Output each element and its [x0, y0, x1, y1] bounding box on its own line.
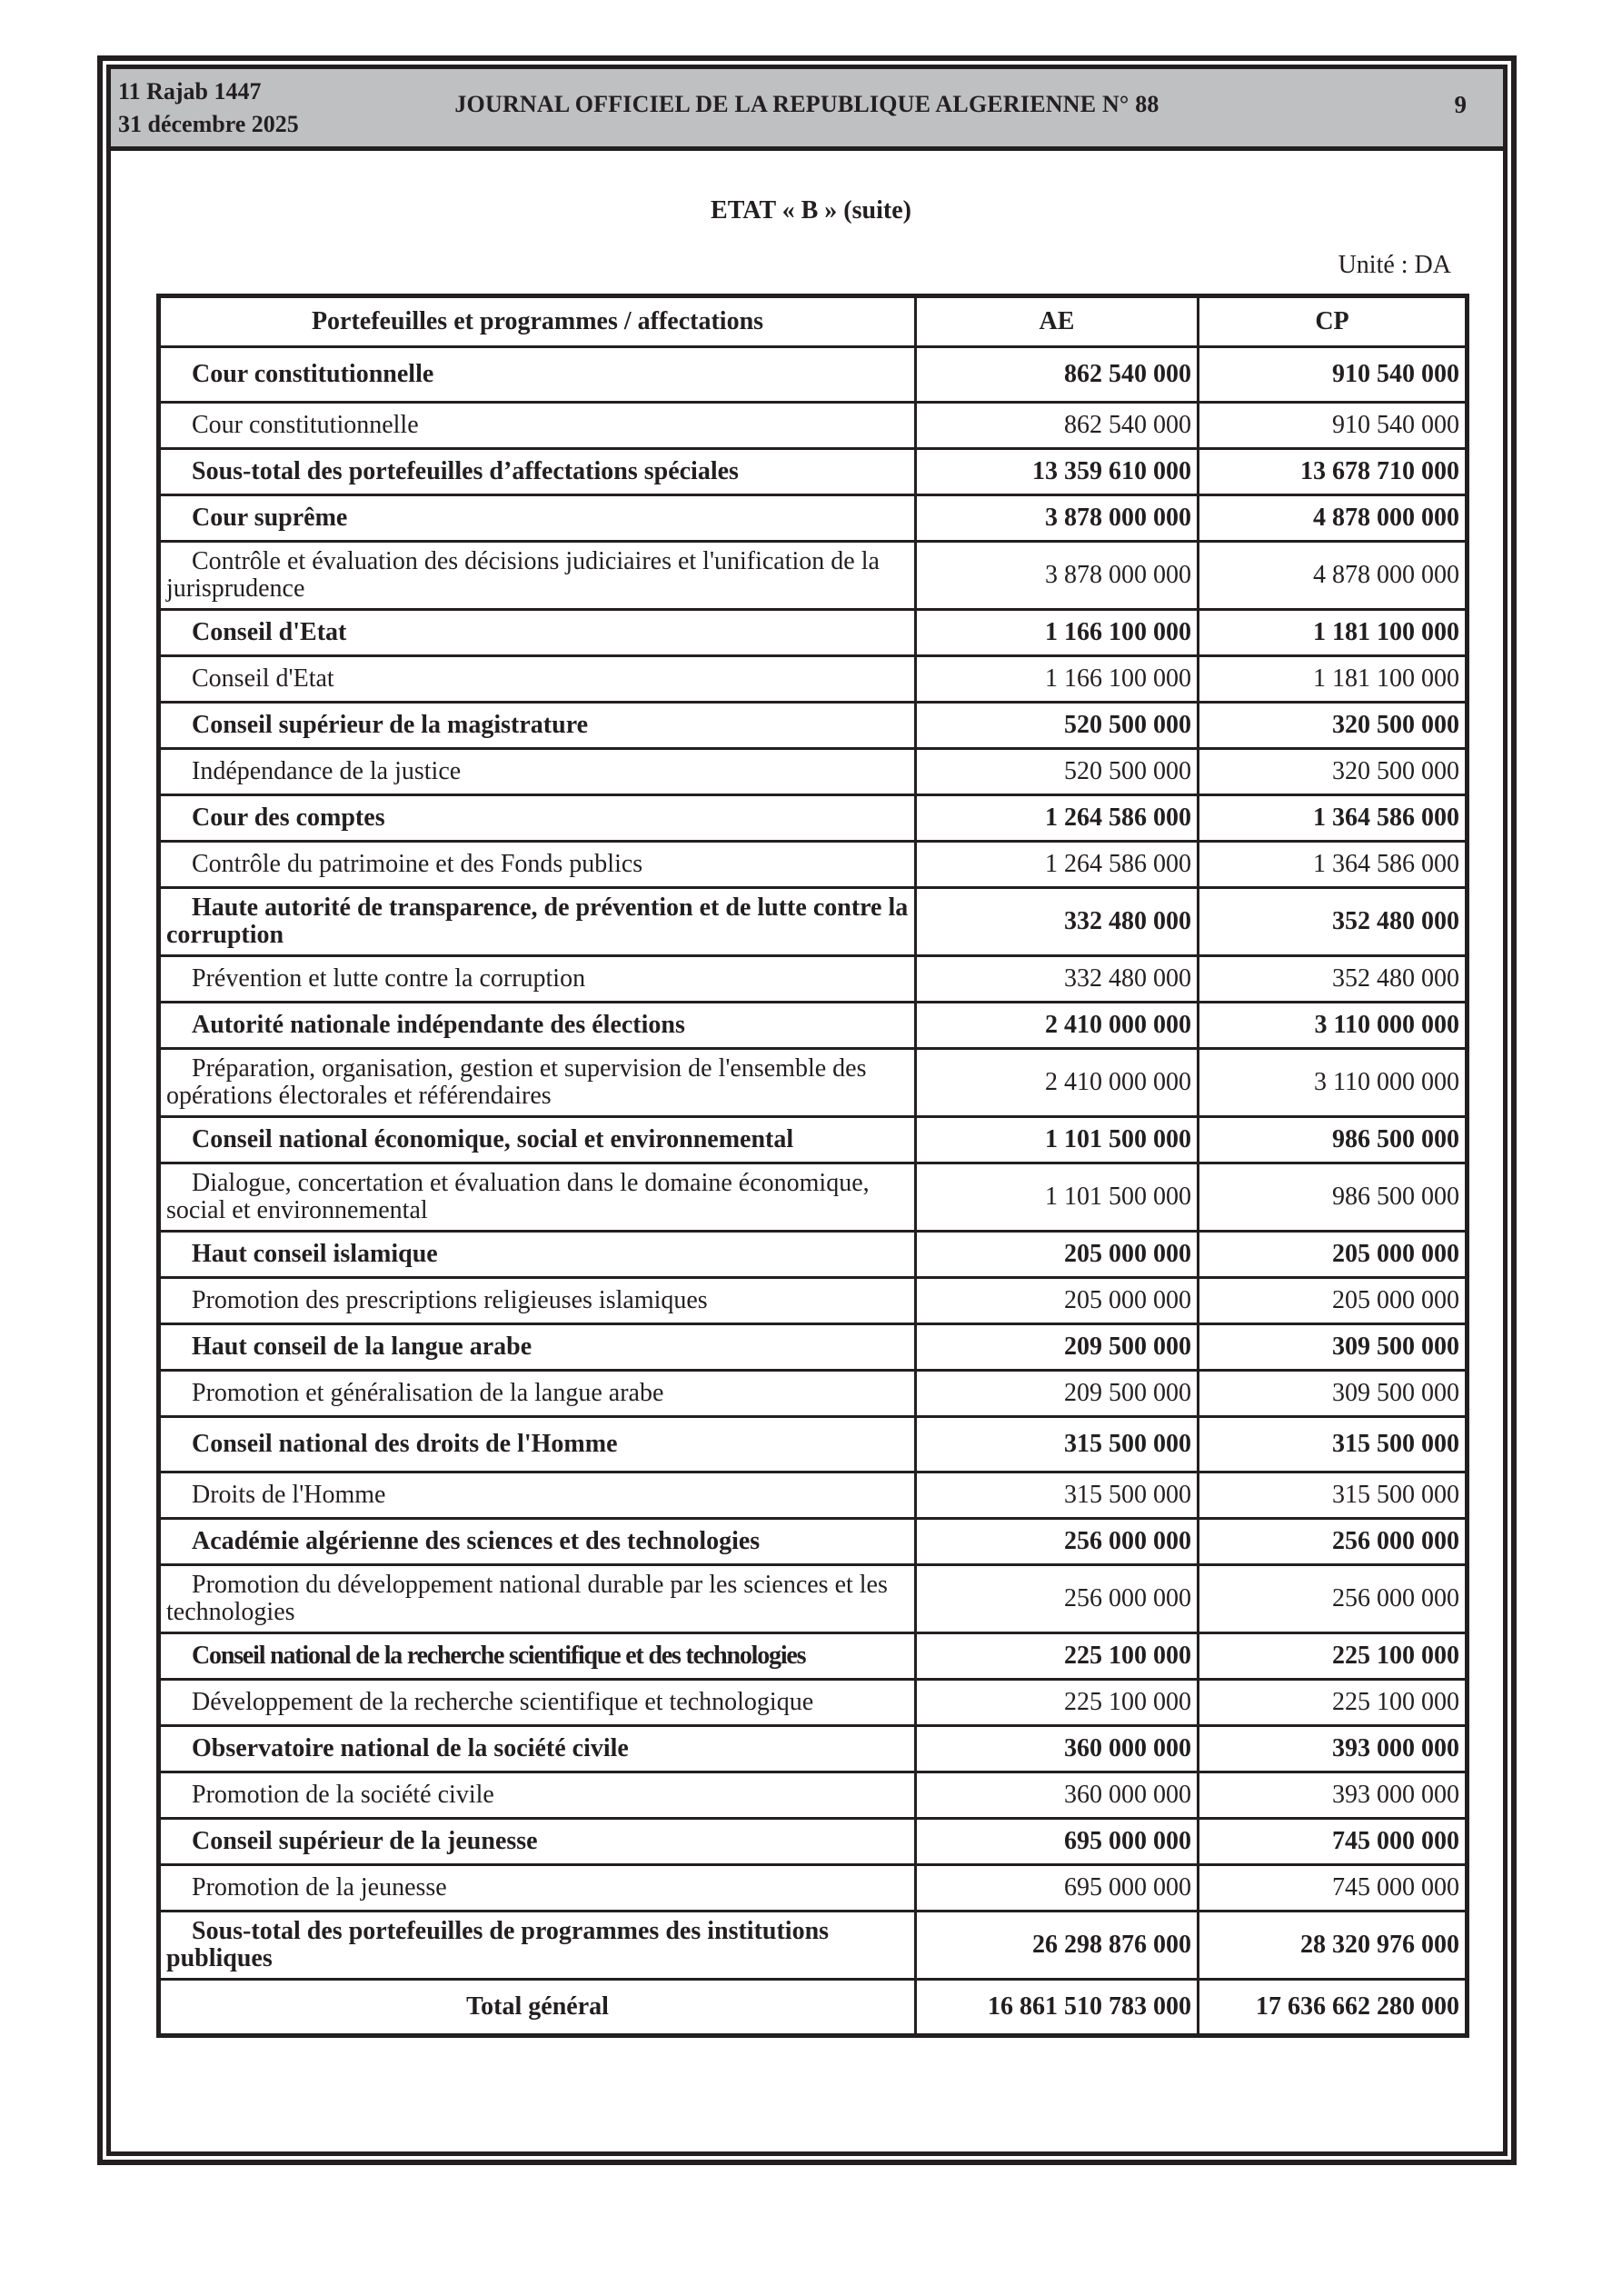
row-cp: 393 000 000 [1199, 1772, 1468, 1819]
row-ae: 1 166 100 000 [916, 610, 1199, 656]
row-label: Haut conseil islamique [159, 1232, 916, 1278]
row-label: Conseil supérieur de la jeunesse [159, 1819, 916, 1865]
table-row [159, 1472, 1468, 1519]
row-ae: 26 298 876 000 [916, 1912, 1199, 1980]
table-row [159, 1417, 1468, 1472]
row-label: Haute autorité de transparence, de prévention et de lutte contre la corruption [159, 888, 916, 956]
row-cp: 3 110 000 000 [1199, 1003, 1468, 1049]
row-ae: 205 000 000 [916, 1232, 1199, 1278]
row-ae: 13 359 610 000 [916, 449, 1199, 495]
row-label: Promotion de la société civile [159, 1772, 916, 1819]
row-ae: 695 000 000 [916, 1819, 1199, 1865]
row-cp: 352 480 000 [1199, 888, 1468, 956]
row-label: Droits de l'Homme [159, 1472, 916, 1519]
table-row [159, 1633, 1468, 1680]
table-row [159, 542, 1468, 610]
row-label: Promotion des prescriptions religieuses islamiques [159, 1278, 916, 1324]
row-ae: 256 000 000 [916, 1565, 1199, 1633]
row-label: Académie algérienne des sciences et des technologies [159, 1519, 916, 1565]
column-header-affectations: Portefeuilles et programmes / affectations [159, 296, 916, 347]
row-cp: 4 878 000 000 [1199, 495, 1468, 542]
row-cp: 315 500 000 [1199, 1417, 1468, 1472]
row-ae: 209 500 000 [916, 1371, 1199, 1417]
table-row [159, 1232, 1468, 1278]
row-cp: 910 540 000 [1199, 403, 1468, 449]
row-cp: 393 000 000 [1199, 1726, 1468, 1772]
row-cp: 205 000 000 [1199, 1232, 1468, 1278]
table-row [159, 347, 1468, 403]
table-row [159, 1278, 1468, 1324]
table-row [159, 1726, 1468, 1772]
grand-total-row [159, 1980, 1468, 2036]
row-cp: 745 000 000 [1199, 1819, 1468, 1865]
row-label: Dialogue, concertation et évaluation dans le domaine économique, social et environnemental [159, 1163, 916, 1232]
row-ae: 315 500 000 [916, 1417, 1199, 1472]
row-ae: 520 500 000 [916, 703, 1199, 749]
row-ae: 315 500 000 [916, 1472, 1199, 1519]
row-label: Conseil d'Etat [159, 656, 916, 703]
table-row [159, 1324, 1468, 1371]
row-label: Développement de la recherche scientifique et technologique [159, 1680, 916, 1726]
grand-total-label: Total général [159, 1980, 916, 2036]
row-ae: 1 101 500 000 [916, 1117, 1199, 1163]
row-cp: 13 678 710 000 [1199, 449, 1468, 495]
row-cp: 986 500 000 [1199, 1163, 1468, 1232]
table-row [159, 703, 1468, 749]
row-ae: 225 100 000 [916, 1633, 1199, 1680]
row-ae: 209 500 000 [916, 1324, 1199, 1371]
row-cp: 256 000 000 [1199, 1565, 1468, 1633]
row-cp: 1 181 100 000 [1199, 656, 1468, 703]
table-row [159, 1163, 1468, 1232]
row-ae: 1 101 500 000 [916, 1163, 1199, 1232]
row-cp: 205 000 000 [1199, 1278, 1468, 1324]
row-label: Contrôle du patrimoine et des Fonds publics [159, 842, 916, 888]
header-journal-title: JOURNAL OFFICIEL DE LA REPUBLIQUE ALGERIENNE N° 88 [454, 91, 1159, 117]
row-cp: 315 500 000 [1199, 1472, 1468, 1519]
row-cp: 910 540 000 [1199, 347, 1468, 403]
row-ae: 1 264 586 000 [916, 795, 1199, 842]
row-cp: 1 364 586 000 [1199, 842, 1468, 888]
row-ae: 225 100 000 [916, 1680, 1199, 1726]
row-cp: 225 100 000 [1199, 1633, 1468, 1680]
row-cp: 4 878 000 000 [1199, 542, 1468, 610]
row-cp: 256 000 000 [1199, 1519, 1468, 1565]
header-page-number: 9 [1454, 91, 1467, 118]
table-row [159, 795, 1468, 842]
table-row [159, 1519, 1468, 1565]
table-row [159, 656, 1468, 703]
row-ae: 3 878 000 000 [916, 495, 1199, 542]
row-label: Prévention et lutte contre la corruption [159, 956, 916, 1003]
grand-total-ae: 16 861 510 783 000 [916, 1980, 1199, 2036]
table-row [159, 495, 1468, 542]
row-label: Promotion de la jeunesse [159, 1865, 916, 1912]
table-row [159, 1865, 1468, 1912]
row-cp: 3 110 000 000 [1199, 1049, 1468, 1117]
grand-total-cp: 17 636 662 280 000 [1199, 1980, 1468, 2036]
row-label: Indépendance de la justice [159, 749, 916, 795]
table-row [159, 888, 1468, 956]
budget-table [156, 294, 1469, 2038]
row-ae: 862 540 000 [916, 347, 1199, 403]
row-ae: 1 264 586 000 [916, 842, 1199, 888]
row-ae: 332 480 000 [916, 888, 1199, 956]
row-label: Haut conseil de la langue arabe [159, 1324, 916, 1371]
row-label: Conseil national des droits de l'Homme [159, 1417, 916, 1472]
row-label: Préparation, organisation, gestion et supervision de l'ensemble des opérations électorales et référendaires [159, 1049, 916, 1117]
journal-header [111, 69, 1503, 151]
row-ae: 256 000 000 [916, 1519, 1199, 1565]
table-row [159, 1371, 1468, 1417]
row-ae: 520 500 000 [916, 749, 1199, 795]
row-label: Conseil national économique, social et environnemental [159, 1117, 916, 1163]
table-row [159, 956, 1468, 1003]
row-ae: 862 540 000 [916, 403, 1199, 449]
row-ae: 360 000 000 [916, 1726, 1199, 1772]
header-hijri-date: 11 Rajab 1447 [118, 78, 262, 105]
row-cp: 1 364 586 000 [1199, 795, 1468, 842]
row-ae: 332 480 000 [916, 956, 1199, 1003]
table-row [159, 1680, 1468, 1726]
row-label: Observatoire national de la société civile [159, 1726, 916, 1772]
table-row [159, 1117, 1468, 1163]
table-row [159, 1049, 1468, 1117]
table-row [159, 610, 1468, 656]
subtotal-row [159, 1912, 1468, 1980]
row-label: Promotion du développement national durable par les sciences et les technologies [159, 1565, 916, 1633]
row-cp: 320 500 000 [1199, 703, 1468, 749]
row-label: Cour des comptes [159, 795, 916, 842]
row-ae: 695 000 000 [916, 1865, 1199, 1912]
header-gregorian-date: 31 décembre 2025 [118, 111, 299, 137]
column-header-cp: CP [1199, 296, 1468, 347]
table-row [159, 1003, 1468, 1049]
row-ae: 2 410 000 000 [916, 1049, 1199, 1117]
table-row [159, 749, 1468, 795]
row-cp: 309 500 000 [1199, 1371, 1468, 1417]
table-row [159, 449, 1468, 495]
row-cp: 352 480 000 [1199, 956, 1468, 1003]
row-cp: 745 000 000 [1199, 1865, 1468, 1912]
unit-label: Unité : DA [1338, 251, 1451, 279]
table-row [159, 1772, 1468, 1819]
document-title: ETAT « B » (suite) [711, 196, 911, 225]
row-cp: 1 181 100 000 [1199, 610, 1468, 656]
row-cp: 320 500 000 [1199, 749, 1468, 795]
row-ae: 3 878 000 000 [916, 542, 1199, 610]
table-body [159, 347, 1468, 2036]
column-header-ae: AE [916, 296, 1199, 347]
table-row [159, 1565, 1468, 1633]
row-ae: 2 410 000 000 [916, 1003, 1199, 1049]
row-ae: 360 000 000 [916, 1772, 1199, 1819]
row-label: Conseil d'Etat [159, 610, 916, 656]
row-ae: 1 166 100 000 [916, 656, 1199, 703]
row-label: Autorité nationale indépendante des élections [159, 1003, 916, 1049]
row-label: Cour constitutionnelle [159, 347, 916, 403]
row-label: Cour constitutionnelle [159, 403, 916, 449]
row-label: Conseil supérieur de la magistrature [159, 703, 916, 749]
row-ae: 205 000 000 [916, 1278, 1199, 1324]
row-label: Conseil national de la recherche scientifique et des technologies [159, 1633, 916, 1680]
row-label: Cour suprême [159, 495, 916, 542]
row-cp: 309 500 000 [1199, 1324, 1468, 1371]
row-label: Sous-total des portefeuilles d’affectations spéciales [159, 449, 916, 495]
row-label: Promotion et généralisation de la langue arabe [159, 1371, 916, 1417]
table-header-row [159, 296, 1468, 347]
table-row [159, 403, 1468, 449]
row-cp: 986 500 000 [1199, 1117, 1468, 1163]
row-cp: 28 320 976 000 [1199, 1912, 1468, 1980]
row-label: Sous-total des portefeuilles de programmes des institutions publiques [159, 1912, 916, 1980]
row-cp: 225 100 000 [1199, 1680, 1468, 1726]
table-row [159, 1819, 1468, 1865]
table-row [159, 842, 1468, 888]
row-label: Contrôle et évaluation des décisions judiciaires et l'unification de la jurisprudence [159, 542, 916, 610]
